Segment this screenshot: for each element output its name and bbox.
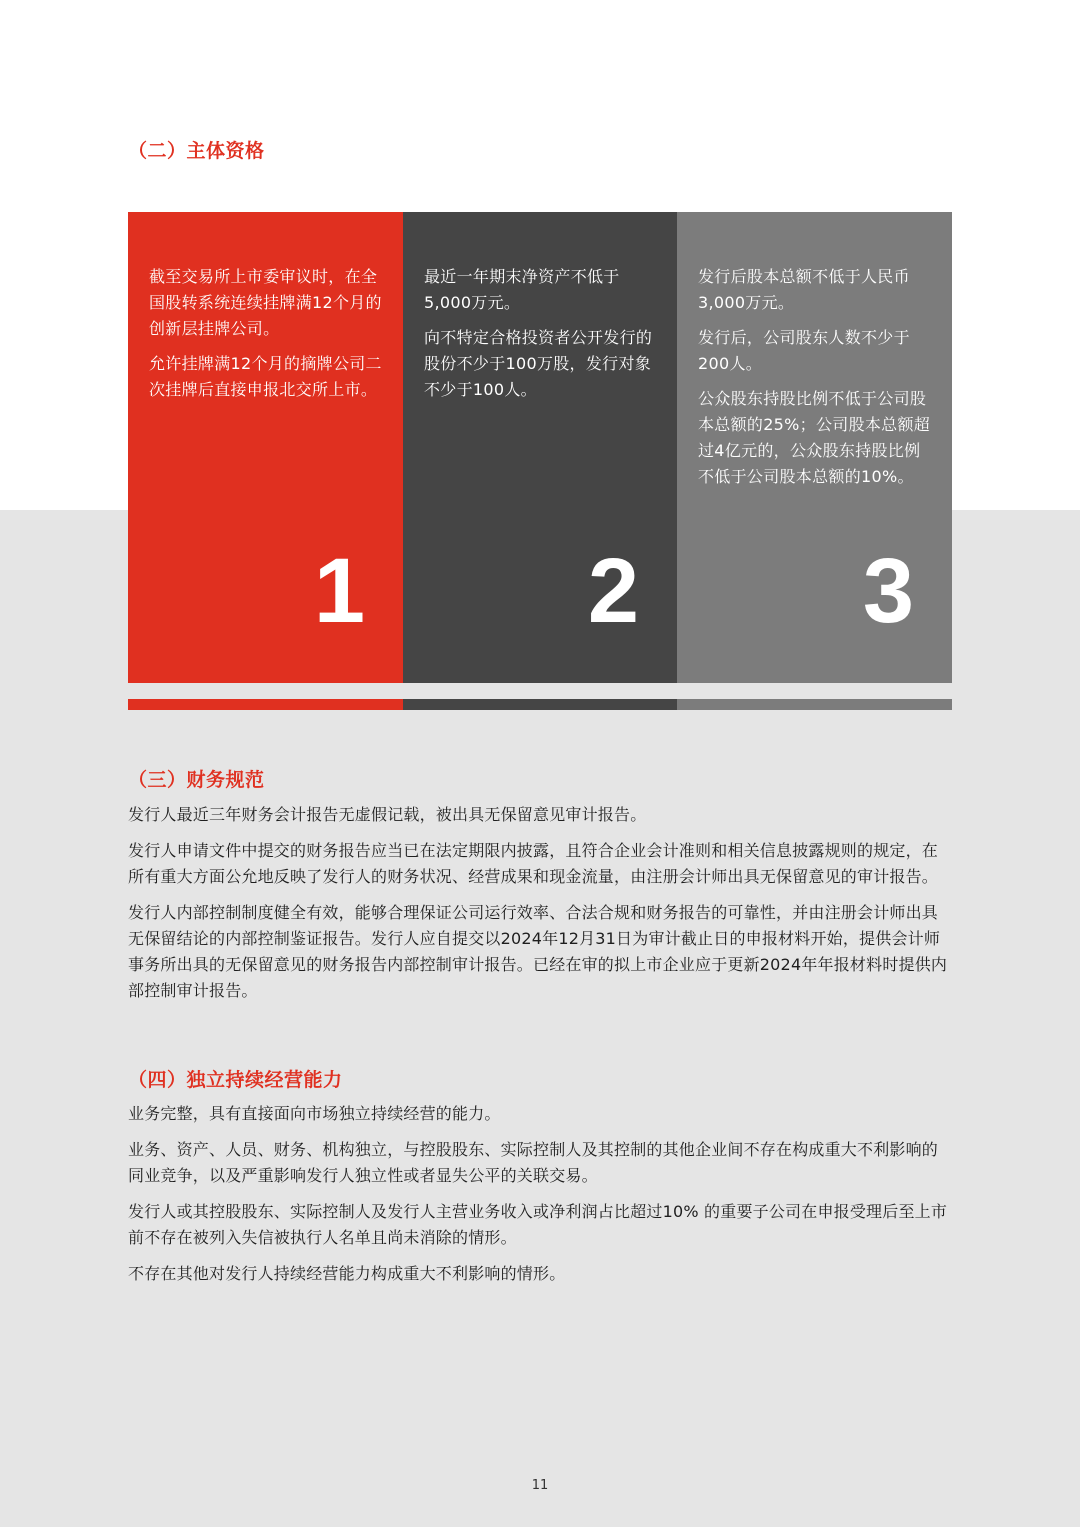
financial-paragraph-1: 发行人最近三年财务会计报告无虚假记载，被出具无保留意见审计报告。	[128, 805, 647, 824]
section-heading-subject-qualification: （二）主体资格	[128, 140, 265, 162]
financial-compliance-body	[128, 802, 954, 1014]
operating-paragraph-4: 不存在其他对发行人持续经营能力构成重大不利影响的情形。	[128, 1264, 566, 1283]
stripe-red	[128, 699, 403, 710]
page-number: 11	[531, 1478, 549, 1493]
operating-paragraph-1: 业务完整，具有直接面向市场独立持续经营的能力。	[128, 1104, 501, 1123]
section-heading-operating-ability: （四）独立持续经营能力	[128, 1069, 343, 1091]
financial-paragraph-3: 发行人内部控制制度健全有效，能够合理保证公司运行效率、合法合规和财务报告的可靠性，并由注册会计师出具无保留结论的内部控制鉴证报告。发行人应自提交以2024年12月31日为审计截止日的申报材料开始，提供会计师事务所出具的无保留意见的财务报告内部控制审计报告。已经在审的拟上市企业应于更新2024年年报材料时提供内部控制审计报告。	[128, 903, 948, 1000]
qualification-cards	[128, 212, 952, 683]
color-stripe-bar	[128, 699, 952, 710]
card-2-text-1: 最近一年期末净资产不低于5,000万元。	[424, 267, 620, 312]
operating-ability-body	[128, 1101, 954, 1297]
qualification-card-1	[128, 212, 403, 683]
card-1-number: 1	[313, 540, 365, 642]
card-1-text-2: 允许挂牌满12个月的摘牌公司二次挂牌后直接申报北交所上市。	[149, 354, 382, 399]
stripe-dark-gray	[403, 699, 677, 710]
qualification-card-2	[403, 212, 677, 683]
card-3-text-1: 发行后股本总额不低于人民币3,000万元。	[698, 267, 910, 312]
financial-paragraph-2: 发行人申请文件中提交的财务报告应当已在法定期限内披露，且符合企业会计准则和相关信息披露规则的规定，在所有重大方面公允地反映了发行人的财务状况、经营成果和现金流量，由注册会计师出具无保留意见的审计报告。	[128, 841, 939, 886]
operating-paragraph-3: 发行人或其控股股东、实际控制人及发行人主营业务收入或净利润占比超过10% 的重要子公司在申报受理后至上市前不存在被列入失信被执行人名单且尚未消除的情形。	[128, 1202, 948, 1247]
qualification-card-3	[677, 212, 952, 683]
card-3-number: 3	[862, 540, 914, 642]
section-heading-financial-compliance: （三）财务规范	[128, 769, 265, 791]
operating-paragraph-2: 业务、资产、人员、财务、机构独立，与控股股东、实际控制人及其控制的其他企业间不存在构成重大不利影响的同业竞争，以及严重影响发行人独立性或者显失公平的关联交易。	[128, 1140, 939, 1185]
stripe-mid-gray	[677, 699, 952, 710]
card-2-number: 2	[587, 540, 639, 642]
card-1-text-1: 截至交易所上市委审议时，在全国股转系统连续挂牌满12个月的创新层挂牌公司。	[149, 267, 382, 338]
card-3-text-2: 发行后，公司股东人数不少于200人。	[698, 328, 910, 373]
card-3-text-3: 公众股东持股比例不低于公司股本总额的25%；公司股本总额超过4亿元的，公众股东持股比例不低于公司股本总额的10%。	[698, 389, 931, 486]
card-2-text-2: 向不特定合格投资者公开发行的股份不少于100万股，发行对象不少于100人。	[424, 328, 653, 399]
